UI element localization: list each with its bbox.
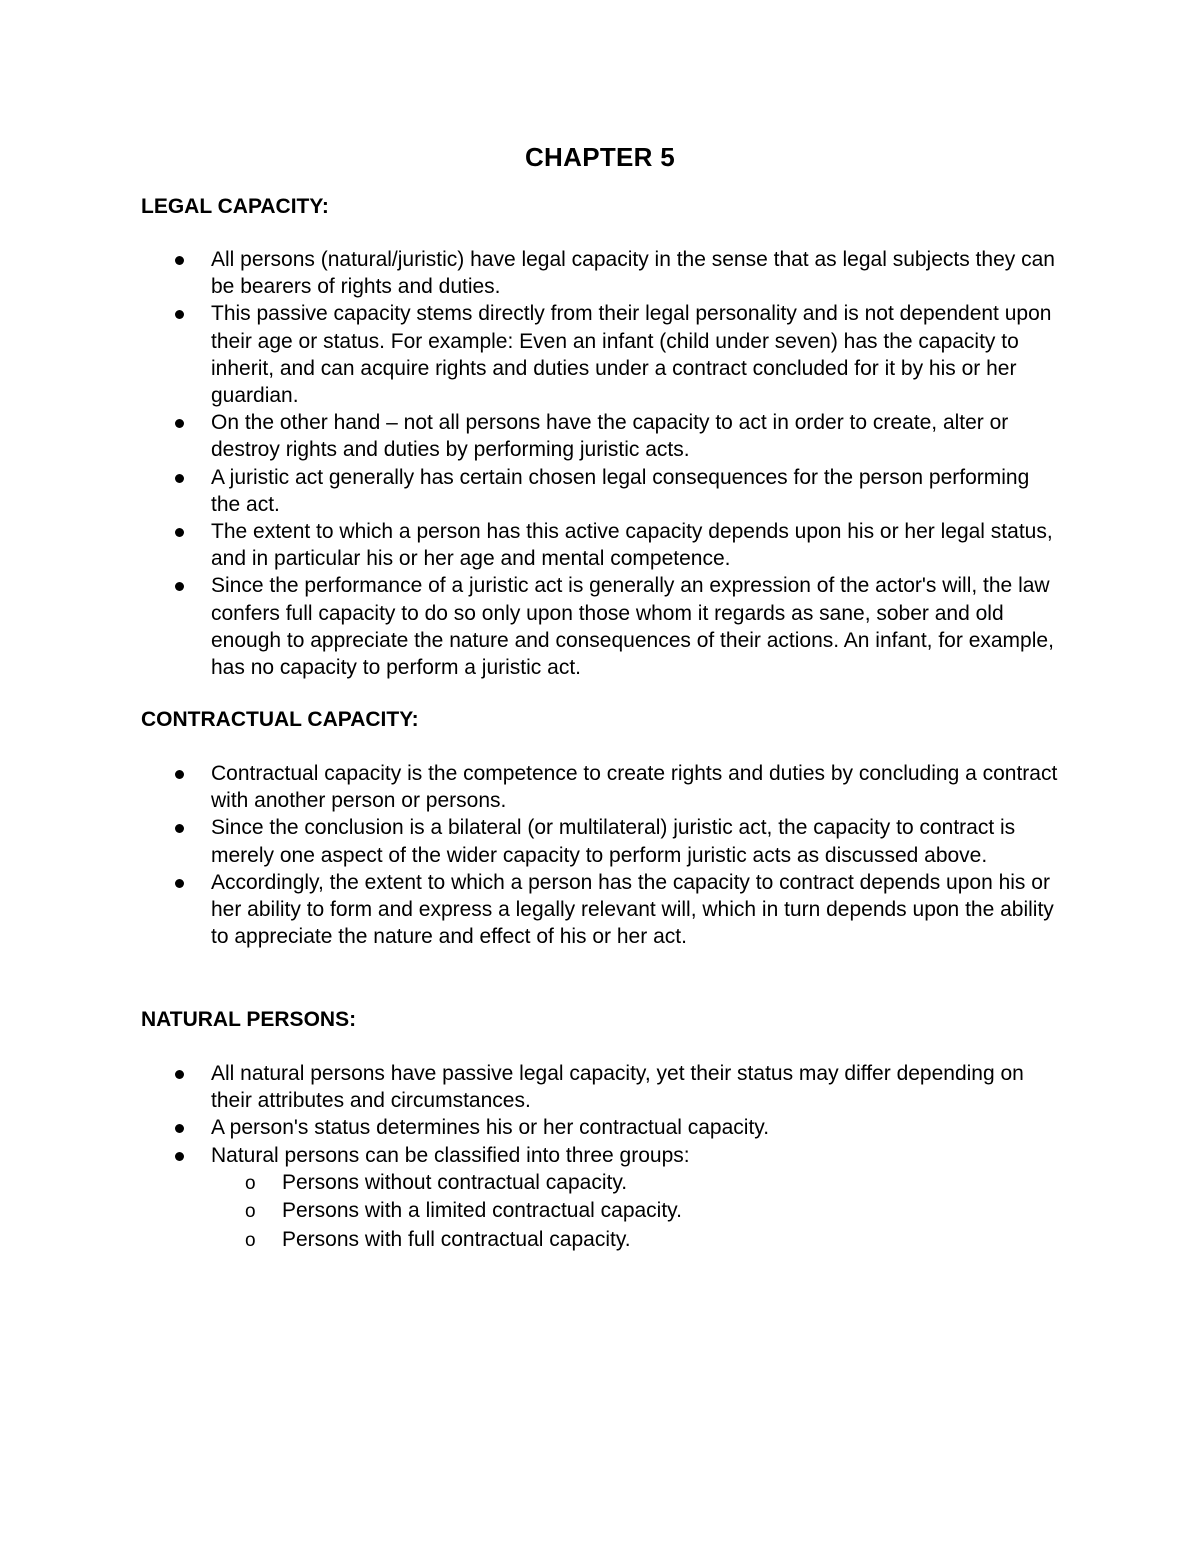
list-item-text: Accordingly, the extent to which a person has the capacity to contract depends upon his or her ability to form and express a legally relevant will, which in turn depends upon the ability to appreciate the nature and effect of his or her act.: [211, 870, 1054, 949]
bullet-icon: [175, 824, 184, 833]
list-item: [141, 572, 1061, 681]
list-item-text: A person's status determines his or her contractual capacity.: [211, 1116, 770, 1140]
sub-list-item-text: Persons without contractual capacity.: [282, 1170, 628, 1194]
section-legal-capacity: [141, 193, 1061, 681]
chapter-title: CHAPTER 5: [524, 142, 676, 172]
bullet-icon: [175, 770, 184, 779]
circle-bullet-icon: o: [245, 1201, 256, 1223]
section-heading: LEGAL CAPACITY:: [141, 195, 329, 218]
list-item-text: Contractual capacity is the competence to create rights and duties by concluding a contract with another person or persons.: [211, 762, 1058, 813]
bullet-icon: [175, 879, 184, 888]
list-item-text: On the other hand – not all persons have the capacity to act in order to create, alter or destroy rights and duties by performing juristic acts.: [211, 411, 1009, 462]
list-item: [141, 518, 1061, 572]
bullet-icon: [175, 256, 184, 265]
section-heading: CONTRACTUAL CAPACITY:: [141, 708, 419, 731]
bullet-icon: [175, 1152, 184, 1161]
circle-bullet-icon: o: [245, 1229, 256, 1251]
sub-list-item: [211, 1197, 1061, 1226]
list-item: [141, 246, 1061, 300]
section-heading: NATURAL PERSONS:: [141, 1008, 357, 1031]
list-item-text: Natural persons can be classified into three groups:: [211, 1143, 690, 1167]
list-item: [141, 300, 1061, 409]
bullet-icon: [175, 1070, 184, 1079]
section-contractual-capacity: [141, 706, 1061, 950]
list-item: [141, 869, 1061, 951]
list-item: [141, 1060, 1061, 1114]
sub-list-item: [211, 1226, 1061, 1255]
bullet-icon: [175, 310, 184, 319]
list-item-text: A juristic act generally has certain chosen legal consequences for the person performing the act.: [211, 465, 1030, 516]
bullet-icon: [175, 474, 184, 483]
bullet-icon: [175, 419, 184, 428]
sub-list-item: [211, 1169, 1061, 1198]
list-item: [141, 464, 1061, 518]
bullet-icon: [175, 1124, 184, 1133]
sub-list-item-text: Persons with full contractual capacity.: [282, 1227, 631, 1251]
list-item: [141, 1114, 1061, 1141]
list-item-text: The extent to which a person has this active capacity depends upon his or her legal status, and in particular his or her age and mental competence.: [211, 520, 1053, 571]
list-item-text: Since the performance of a juristic act is generally an expression of the actor's will, the law confers full capacity to do so only upon those whom it regards as sane, sober and old enough to appreciate the nature and consequences of their actions. An infant, for example, has no capacity to perform a juristic act.: [211, 574, 1054, 680]
bullet-icon: [175, 582, 184, 591]
bullet-icon: [175, 528, 184, 537]
list-item-text: All natural persons have passive legal capacity, yet their status may differ depending on their attributes and circumstances.: [211, 1062, 1024, 1113]
list-item-text: Since the conclusion is a bilateral (or multilateral) juristic act, the capacity to contract is merely one aspect of the wider capacity to perform juristic acts as discussed above.: [211, 816, 1016, 867]
bullet-list: [141, 760, 1061, 950]
bullet-list: [141, 1060, 1061, 1254]
bullet-list: [141, 246, 1061, 681]
list-item-text: All persons (natural/juristic) have legal capacity in the sense that as legal subjects they can be bearers of rights and duties.: [211, 248, 1055, 299]
section-natural-persons: [141, 1006, 1061, 1254]
list-item-text: This passive capacity stems directly from their legal personality and is not dependent upon their age or status. For example: Even an infant (child under seven) has the capacity to inherit, and can acquire rights and duties under a contract concluded for it by his or her guardian.: [211, 302, 1052, 408]
sub-list-item-text: Persons with a limited contractual capacity.: [282, 1199, 682, 1223]
list-item: [141, 814, 1061, 868]
list-item: [141, 1142, 1061, 1255]
sub-list: [211, 1169, 1061, 1255]
list-item: [141, 760, 1061, 814]
list-item: [141, 409, 1061, 463]
circle-bullet-icon: o: [245, 1172, 256, 1194]
